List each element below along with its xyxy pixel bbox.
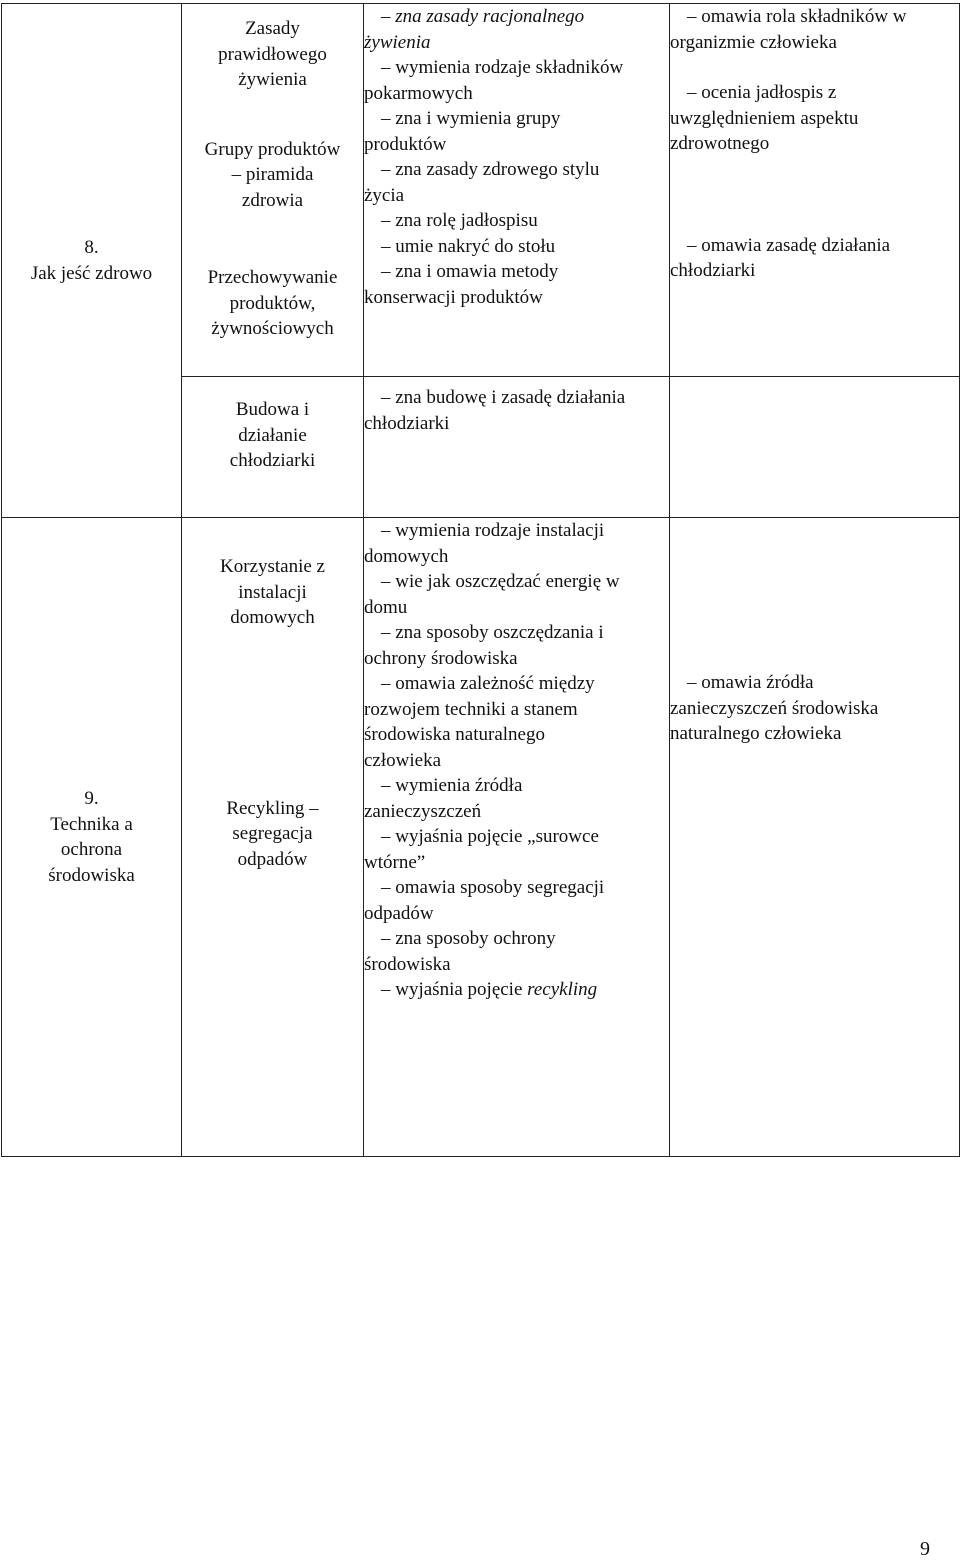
requirement-item: – wyjaśnia pojęcie „surowce wtórne” [364,824,669,875]
requirement-item: – omawia zależność między rozwojem techniki a stanem środowiska naturalnego człowieka [364,671,669,773]
section-number: 9. [84,788,99,809]
section-number: 8. [84,237,99,258]
topic: Grupy produktów – piramida zdrowia [204,138,341,211]
extended-requirements-cell [670,518,960,1157]
topic: Korzystanie z instalacji domowych [220,556,325,628]
section-8-label-cell [2,4,182,518]
requirement-item: – wie jak oszczędzać energię w domu [364,569,669,620]
topic: Przechowywanie produktów, żywnościowych [207,267,338,339]
section-title: Jak jeść zdrowo [30,262,153,284]
requirement-item: – omawia rola składników w organizmie człowieka [670,4,959,55]
requirement-item: – zna zasady racjonalnego żywienia [364,4,669,55]
requirement-item: – omawia sposoby segregacji odpadów [364,875,669,926]
requirement-item: – zna zasady zdrowego stylu życia [364,157,669,208]
requirement-item: – zna budowę i zasadę działania chłodziarki [364,385,669,436]
requirement-item [364,977,669,1003]
curriculum-table [1,3,960,1157]
topic: Recykling – segregacja odpadów [226,797,319,870]
requirement-item: – zna sposoby oszczędzania i ochrony środowiska [364,620,669,671]
topics-cell [182,518,364,1157]
requirement-item: – omawia źródła zanieczyszczeń środowiska naturalnego człowieka [670,670,959,747]
page-number: 9 [920,1538,930,1560]
topic: Budowa i działanie chłodziarki [229,399,316,471]
table-row [2,518,960,1157]
basic-requirements-cell [364,377,670,518]
requirement-item: – ocenia jadłospis z uwzględnieniem aspektu zdrowotnego [670,80,959,157]
topics-cell [182,377,364,518]
topics-cell [182,4,364,377]
requirement-item: – zna i omawia metody konserwacji produktów [364,259,669,310]
extended-requirements-cell [670,4,960,377]
requirement-item: – wymienia źródła zanieczyszczeń [364,773,669,824]
section-9-label-cell [2,518,182,1157]
topic: Zasady prawidłowego żywienia [218,18,327,90]
basic-requirements-cell [364,518,670,1157]
requirement-item: – wymienia rodzaje instalacji domowych [364,518,669,569]
requirement-item: – zna sposoby ochrony środowiska [364,926,669,977]
requirement-text: wyjaśnia pojęcie [395,979,528,1000]
requirement-item: – zna rolę jadłospisu [364,208,669,234]
requirement-item: – zna i wymienia grupy produktów [364,106,669,157]
extended-requirements-cell [670,377,960,518]
requirement-item: – umie nakryć do stołu [364,234,669,260]
requirement-item: – wymienia rodzaje składników pokarmowych [364,55,669,106]
recykling-term: recykling [527,979,598,1000]
requirement-item: – omawia zasadę działania chłodziarki [670,233,959,284]
table-row [2,4,960,377]
basic-requirements-cell [364,4,670,377]
section-title: Technika a ochrona środowiska [48,813,135,886]
